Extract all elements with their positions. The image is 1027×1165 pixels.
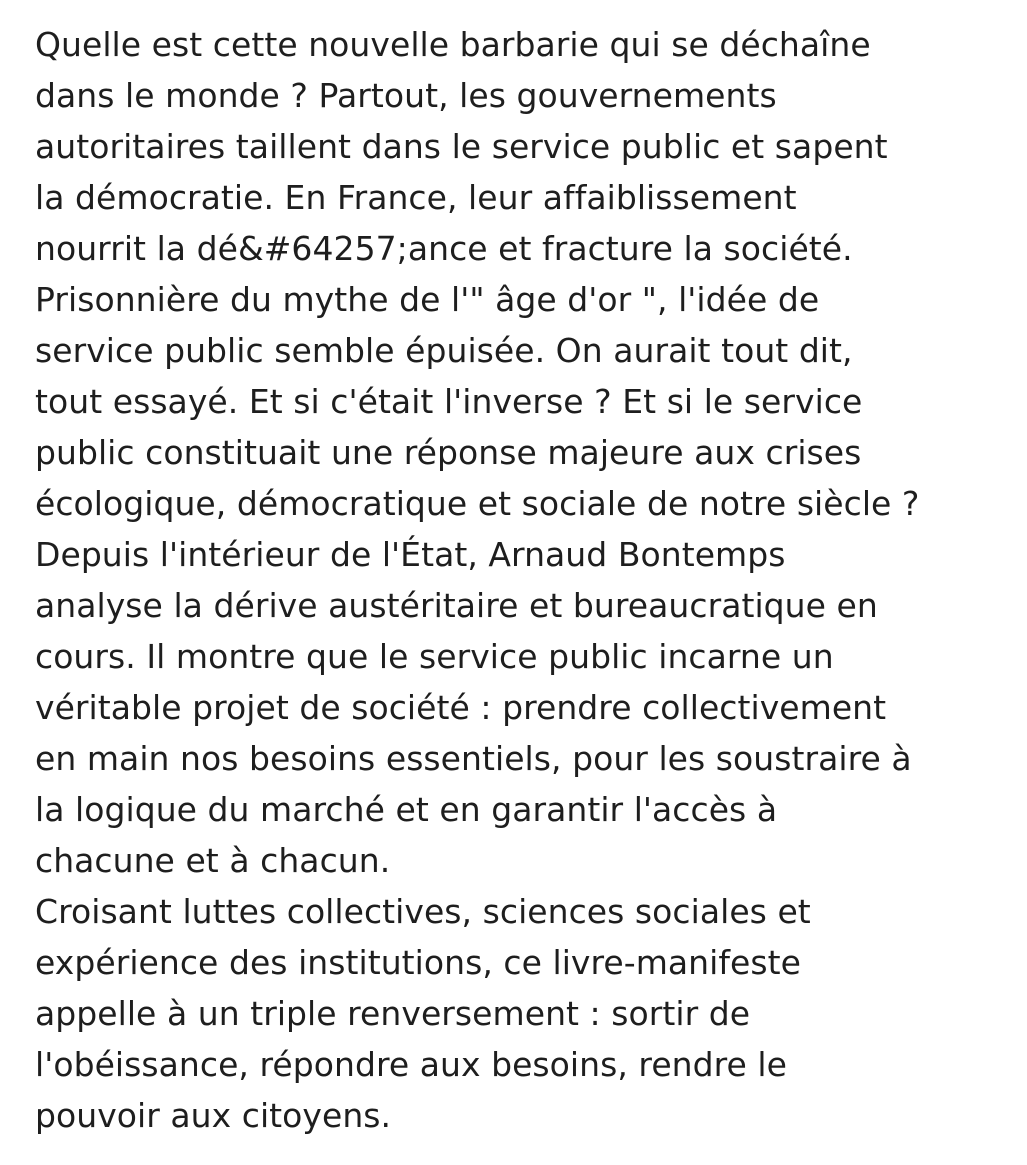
text-line: chacune et à chacun. bbox=[35, 841, 391, 880]
text-line: véritable projet de société : prendre collectivement bbox=[35, 688, 887, 727]
text-line: la démocratie. En France, leur affaiblissement bbox=[35, 178, 797, 217]
text-line: service public semble épuisée. On aurait tout dit, bbox=[35, 331, 853, 370]
text-line: Prisonnière du mythe de l'" âge d'or ", l'idée de bbox=[35, 280, 820, 319]
text-line: autoritaires taillent dans le service public et sapent bbox=[35, 127, 888, 166]
text-line: l'obéissance, répondre aux besoins, rendre le bbox=[35, 1045, 787, 1084]
text-line: analyse la dérive austéritaire et bureaucratique en bbox=[35, 586, 878, 625]
text-line: la logique du marché et en garantir l'accès à bbox=[35, 790, 778, 829]
text-line: cours. Il montre que le service public incarne un bbox=[35, 637, 834, 676]
text-line: appelle à un triple renversement : sortir de bbox=[35, 994, 751, 1033]
text-line: en main nos besoins essentiels, pour les soustraire à bbox=[35, 739, 912, 778]
text-line: public constituait une réponse majeure aux crises bbox=[35, 433, 862, 472]
text-line: dans le monde ? Partout, les gouvernements bbox=[35, 76, 777, 115]
text-line: tout essayé. Et si c'était l'inverse ? Et si le service bbox=[35, 382, 863, 421]
text-line: pouvoir aux citoyens. bbox=[35, 1096, 392, 1135]
text-line: Croisant luttes collectives, sciences sociales et bbox=[35, 892, 811, 931]
text-line: Quelle est cette nouvelle barbarie qui se déchaîne bbox=[35, 25, 871, 64]
text-line: nourrit la dé&#64257;ance et fracture la société. bbox=[35, 229, 853, 268]
document-body bbox=[35, 19, 1015, 1141]
text-line: Depuis l'intérieur de l'État, Arnaud Bontemps bbox=[35, 535, 786, 574]
text-line: écologique, démocratique et sociale de notre siècle ? bbox=[35, 484, 920, 523]
text-line: expérience des institutions, ce livre-manifeste bbox=[35, 943, 801, 982]
